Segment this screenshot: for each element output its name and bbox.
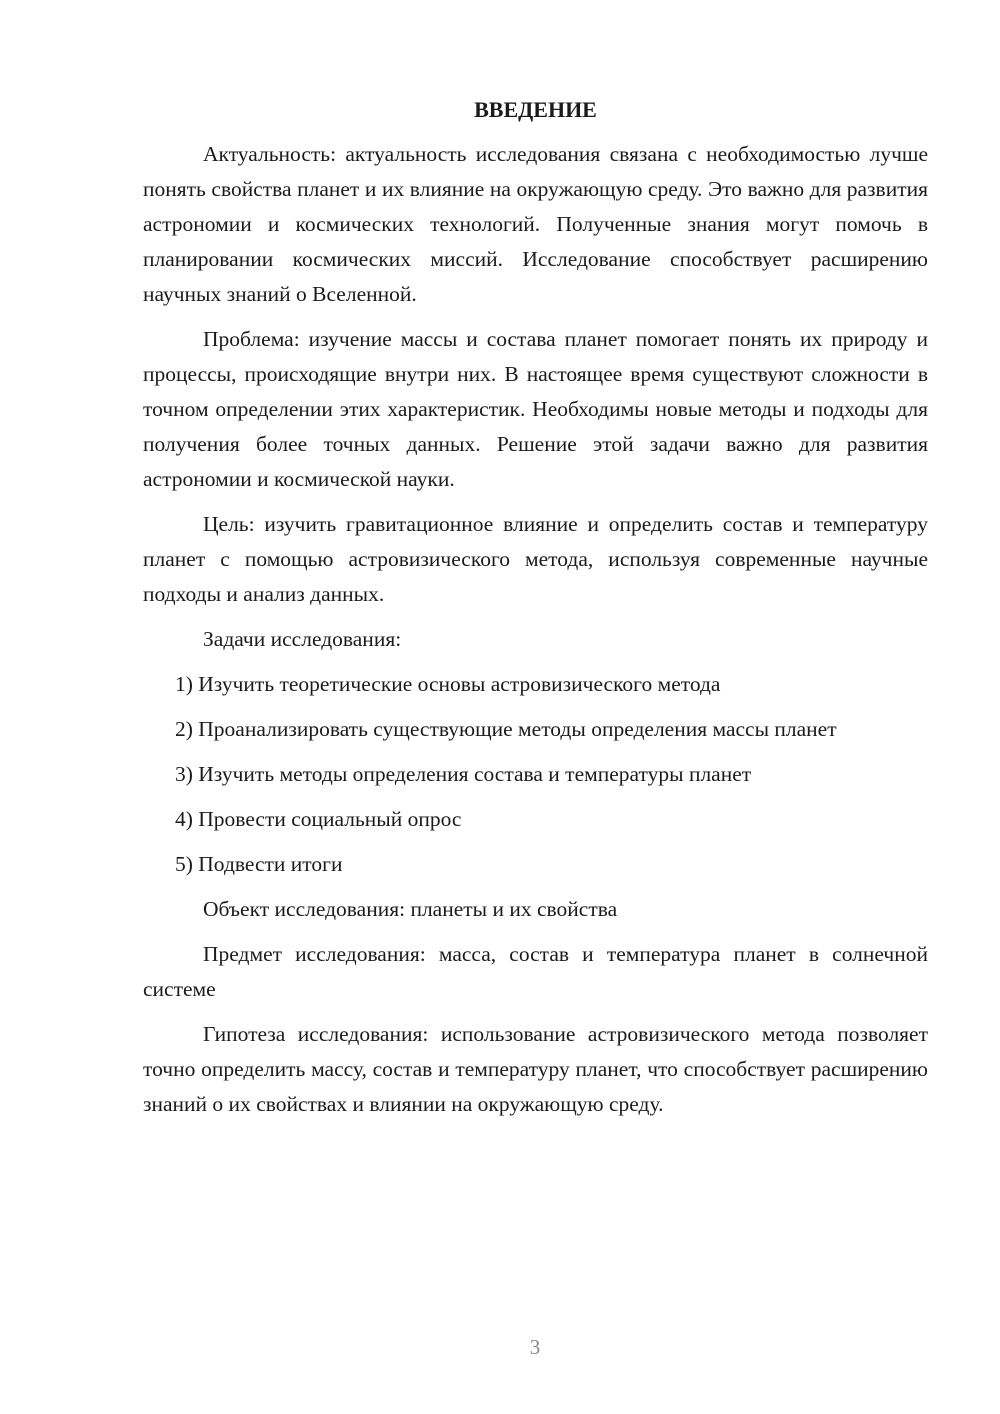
task-item-2: 2) Проанализировать существующие методы определения массы планет (175, 717, 837, 741)
task-item-1: 1) Изучить теоретические основы астровизического метода (175, 672, 721, 696)
paragraph-relevance: Актуальность: актуальность исследования связана с необходимостью лучше понять свойства планет и их влияние на окружающую среду. Это важно для развития астрономии и космических технологий. Полученные знания могут помочь в планировании космических миссий. Исследование способствует расширению научных знаний о Вселенной. (143, 142, 928, 306)
page-number: 3 (529, 1335, 541, 1359)
paragraph-subject: Предмет исследования: масса, состав и температура планет в солнечной системе (143, 942, 928, 1001)
task-item-4: 4) Провести социальный опрос (175, 807, 462, 831)
page-title: ВВЕДЕНИЕ (474, 97, 597, 122)
task-item-3: 3) Изучить методы определения состава и температуры планет (175, 762, 752, 786)
paragraph-problem: Проблема: изучение массы и состава планет помогает понять их природу и процессы, происходящие внутри них. В настоящее время существуют сложности в точном определении этих характеристик. Необходимы новые методы и подходы для получения более точных данных. Решение этой задачи важно для развития астрономии и космической науки. (143, 327, 928, 491)
tasks-heading: Задачи исследования: (203, 627, 402, 651)
document-body (143, 92, 928, 1132)
paragraph-hypothesis: Гипотеза исследования: использование астровизического метода позволяет точно определить массу, состав и температуру планет, что способствует расширению знаний о их свойствах и влиянии на окружающую среду. (143, 1022, 928, 1116)
paragraph-goal: Цель: изучить гравитационное влияние и определить состав и температуру планет с помощью астровизического метода, используя современные научные подходы и анализ данных. (143, 512, 928, 606)
task-item-5: 5) Подвести итоги (175, 852, 343, 876)
paragraph-object: Объект исследования: планеты и их свойства (203, 897, 618, 921)
